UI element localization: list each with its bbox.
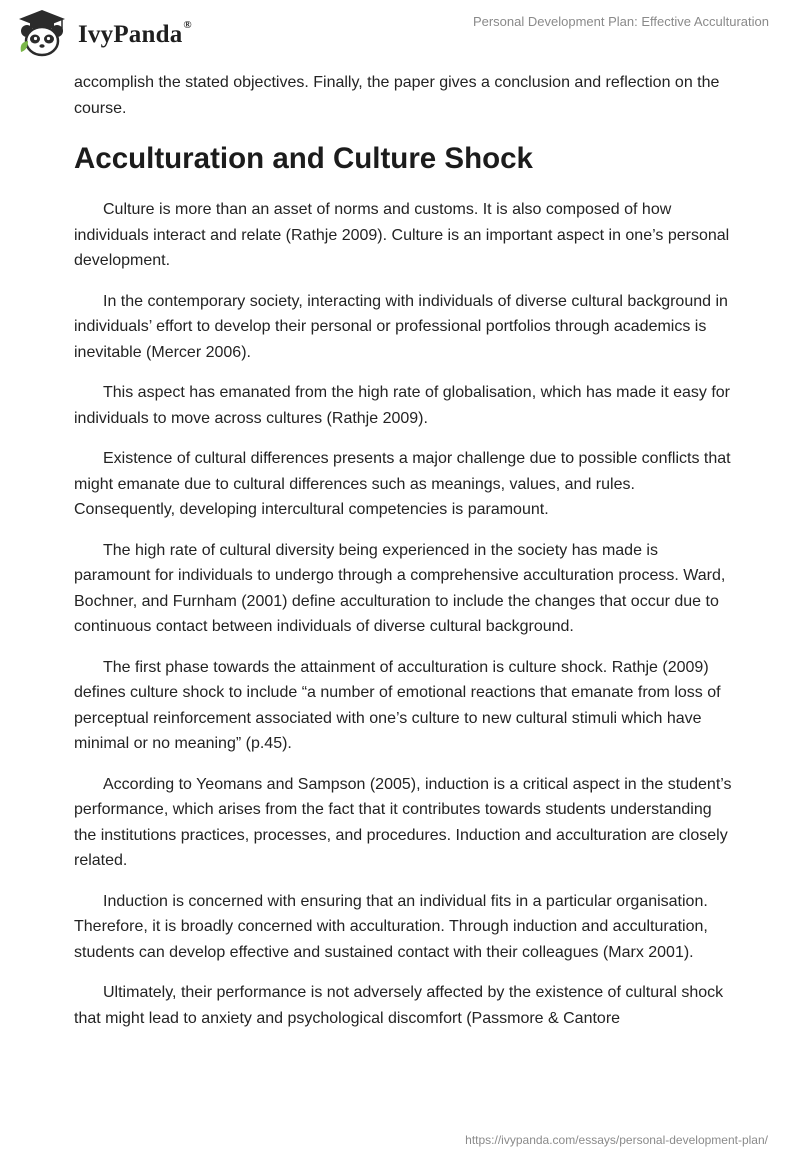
body-paragraph: Ultimately, their performance is not adversely affected by the existence of cultural shock that might lead to anxiety and psychological discomfort (Passmore & Cantore bbox=[74, 984, 724, 1027]
body-paragraph: In the contemporary society, interacting with individuals of diverse cultural background in individuals’ effort to develop their personal or professional portfolios through academics is inevitable (Mercer 2006). bbox=[74, 292, 728, 361]
intro-paragraph: accomplish the stated objectives. Finally, the paper gives a conclusion and reflection on the course. bbox=[74, 74, 720, 117]
body-paragraph: The high rate of cultural diversity being experienced in the society has made is paramount for individuals to undergo through a comprehensive acculturation process. Ward, Bochner, and Furnham (2001) define acculturation to include the changes that occur due to continuous contact between individuals of diverse cultural background. bbox=[74, 541, 726, 635]
body-paragraph: According to Yeomans and Sampson (2005), induction is a critical aspect in the student’s performance, which arises from the fact that it contributes towards students understanding the institutions practices, processes, and procedures. Induction and acculturation are closely related. bbox=[74, 775, 732, 869]
ivypanda-logo[interactable] bbox=[16, 8, 192, 58]
panda-graduate-icon bbox=[16, 8, 68, 58]
page-header bbox=[0, 0, 800, 64]
body-paragraph: Existence of cultural differences presents a major challenge due to possible conflicts that might emanate due to cultural differences such as meanings, values, and rules. Consequently, developing intercultural competencies is paramount. bbox=[74, 450, 731, 518]
body-paragraph: Culture is more than an asset of norms and customs. It is also composed of how individuals interact and relate (Rathje 2009). Culture is an important aspect in one’s personal development. bbox=[74, 201, 730, 269]
body-paragraph: This aspect has emanated from the high rate of globalisation, which has made it easy for individuals to move across cultures (Rathje 2009). bbox=[74, 384, 731, 427]
document-title: Personal Development Plan: Effective Acculturation bbox=[472, 14, 769, 29]
body-paragraph: Induction is concerned with ensuring that an individual fits in a particular organisation. Therefore, it is broadly concerned with acculturation. Through induction and acculturation, students can develop effective and sustained contact with their colleagues (Marx 2001). bbox=[74, 892, 708, 961]
body-paragraph: The first phase towards the attainment of acculturation is culture shock. Rathje (2009) defines culture shock to include “a number of emotional reactions that emanate from loss of perceptual reinforcement associated with one’s culture to new cultural stimuli which have minimal or no meaning” (p.45). bbox=[74, 658, 721, 752]
article-body bbox=[74, 70, 734, 1046]
brand-name: IvyPanda® bbox=[78, 19, 192, 48]
section-heading: Acculturation and Culture Shock bbox=[74, 142, 533, 175]
source-url[interactable]: https://ivypanda.com/essays/personal-development-plan/ bbox=[465, 1133, 768, 1147]
